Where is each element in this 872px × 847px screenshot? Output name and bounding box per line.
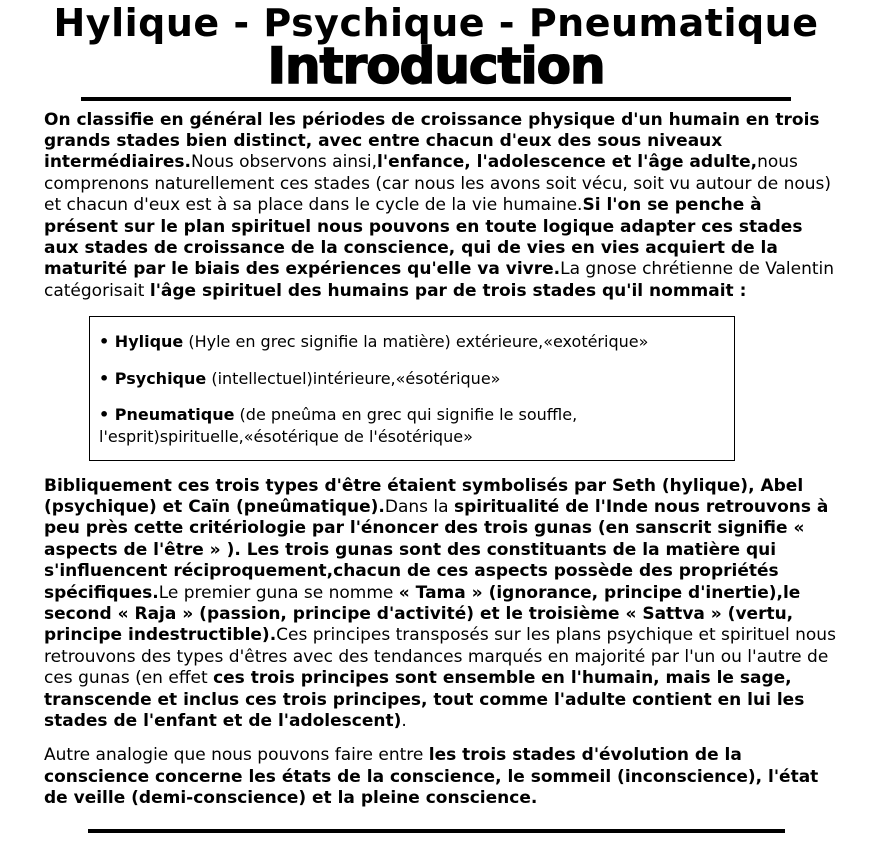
list-item-hylique: • Hylique (Hyle en grec signifie la matière) extérieure,«exotérique» [99, 332, 649, 352]
document-content [44, 110, 836, 810]
paragraph-gunas: Bibliquement ces trois types d'être étaient symbolisés par Seth (hylique), Abel (psychique) et Caïn (pneûmatique).Dans la spiritualité de l'Inde nous retrouvons à peu près cette critériologie par l'énoncer des trois gunas (en sanscrit signifie « aspects de l'être » ). Les trois gunas sont des constituants de la matière qui s'influencent réciproquement,chacun de ces aspects possède des propriétés spécifiques.Le premier guna se nomme « Tama » (ignorance, principe d'inertie),le second « Raja » (passion, principe d'activité) et le troisième « Sattva » (vertu, principe indestructible).Ces principes transposés sur les plans psychique et spirituel nous retrouvons des types d'êtres avec des tendances marqués en majorité par l'un ou l'autre de ces gunas (en effet ces trois principes sont ensemble en l'humain, mais le sage, transcende et inclus ces trois principes, tout comme l'adulte contient en lui les stades de l'enfant et de l'adolescent). [44, 475, 836, 732]
paragraph-growth-stages: On classifie en général les périodes de croissance physique d'un humain en trois grands stades bien distinct, avec entre chacun d'eux des sous niveaux intermédiaires.Nous observons ainsi,l'enfance, l'adolescence et l'âge adulte,nous comprenons naturellement ces stades (car nous les avons soit vécu, soit vu autour de nous) et chacun d'eux est à sa place dans le cycle de la vie humaine.Si l'on se penche à présent sur le plan spirituel nous pouvons en toute logique adapter ces stades aux stades de croissance de la conscience, qui de vies en vies acquiert de la maturité par le biais des expériences qu'elle va vivre.La gnose chrétienne de Valentin catégorisait l'âge spirituel des humains par de trois stades qu'il nommait : [44, 109, 835, 301]
bottom-divider [88, 829, 785, 833]
stages-list-box [89, 316, 735, 460]
paragraph-conscience: Autre analogie que nous pouvons faire entre les trois stades d'évolution de la conscience concerne les états de la conscience, le sommeil (inconscience), l'état de veille (demi-conscience) et la pleine conscience. [44, 745, 819, 809]
list-item-psychique: • Psychique (intellectuel)intérieure,«ésotérique» [99, 368, 501, 388]
list-item-pneumatique: • Pneumatique (de pneûma en grec qui signifie le souffle, l'esprit)spirituelle,«ésotérique de l'ésotérique» [99, 405, 578, 446]
page-subtitle: Introduction [267, 36, 605, 95]
page-title: Hylique - Psychique - Pneumatique [53, 1, 819, 45]
top-divider [81, 97, 791, 101]
